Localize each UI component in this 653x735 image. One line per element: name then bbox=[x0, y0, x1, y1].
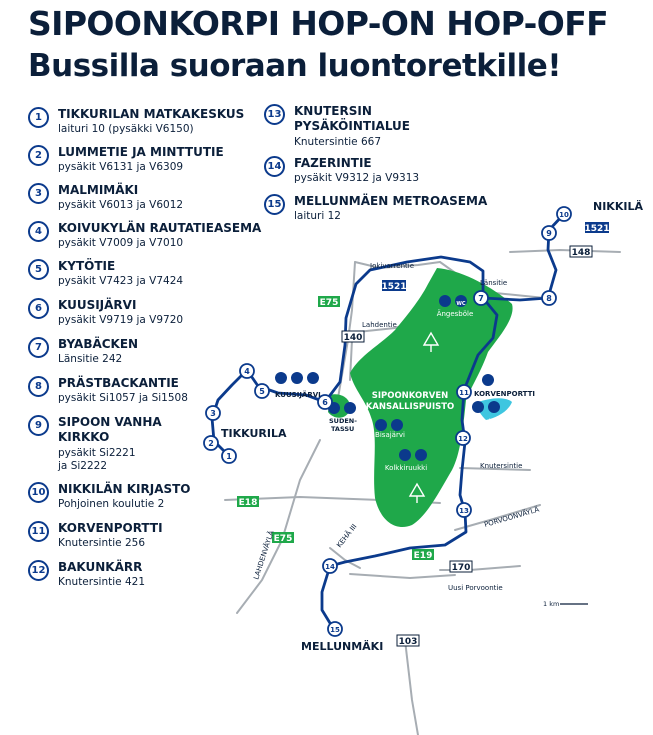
stop-name: KORVENPORTTI bbox=[58, 521, 163, 535]
stop-number: 12 bbox=[28, 560, 49, 581]
wc-label: WC bbox=[456, 301, 466, 307]
road-east-link bbox=[350, 574, 455, 578]
stop-detail: laituri 10 (pysäkki V6150) bbox=[58, 123, 194, 135]
park-name-line2: KANSALLISPUISTO bbox=[365, 402, 455, 412]
stop-name: PRÄSTBACKANTIE bbox=[58, 376, 179, 390]
label-lahdenvayla: LAHDENVÄYLÄ bbox=[252, 529, 276, 581]
stop-detail: pysäkit V7009 ja V7010 bbox=[58, 237, 184, 249]
stop-name: KNUTERSIN PYSÄKÖINTIALUE bbox=[294, 104, 410, 133]
stop-marker-label: 14 bbox=[325, 563, 335, 571]
shield-1521b: 1521 bbox=[584, 224, 610, 234]
wc-icon bbox=[488, 401, 500, 413]
shield-e19: E19 bbox=[413, 551, 433, 561]
stop-marker-label: 11 bbox=[459, 389, 469, 397]
stop-number: 1 bbox=[28, 107, 49, 128]
shield-e75b: E75 bbox=[273, 534, 293, 544]
stop-detail: pysäkit V9312 ja V9313 bbox=[294, 172, 420, 184]
stop-number: 15 bbox=[264, 194, 285, 215]
stop-marker-label: 6 bbox=[322, 398, 328, 407]
stop-marker-label: 5 bbox=[259, 387, 265, 396]
stop-detail: Knutersintie 421 bbox=[58, 576, 146, 588]
label-korvenportti: KORVENPORTTI bbox=[474, 390, 535, 398]
stop-number: 6 bbox=[28, 298, 49, 319]
page-title: SIPOONKORPI HOP-ON HOP-OFF bbox=[28, 4, 609, 43]
stop-number: 3 bbox=[28, 183, 49, 204]
label-fiskartrask: Fiskträsk bbox=[479, 418, 511, 426]
shield-140: 140 bbox=[343, 333, 363, 343]
stop-detail: ja Si2222 bbox=[58, 460, 107, 472]
label-uusi-porvoontie: Uusi Porvoontie bbox=[448, 584, 503, 592]
label-kolkkiruukki: Kolkkiruukki bbox=[384, 464, 428, 472]
shield-170: 170 bbox=[451, 563, 471, 573]
stop-name: BYABÄCKEN bbox=[58, 337, 139, 351]
stop-name: BAKUNKÄRR bbox=[58, 560, 143, 574]
stop-marker-label: 2 bbox=[208, 439, 214, 448]
stop-marker-label: 8 bbox=[546, 294, 552, 303]
campfire-icon bbox=[275, 372, 287, 384]
stop-name: MELLUNMÄEN METROASEMA bbox=[294, 194, 488, 208]
label-tikkurila: TIKKURILA bbox=[221, 427, 287, 440]
stop-detail: pysäkit V9719 ja V9720 bbox=[58, 314, 184, 326]
campfire-icon bbox=[472, 401, 484, 413]
label-lahdentie: Lahdentie bbox=[362, 321, 397, 329]
shield-e75a: E75 bbox=[319, 298, 339, 308]
stop-number: 8 bbox=[28, 376, 49, 397]
label-sudentassu-2: TASSU bbox=[331, 425, 355, 433]
stop-number: 13 bbox=[264, 104, 285, 125]
label-lansitie: Länsitie bbox=[480, 279, 508, 287]
stop-name: LUMMETIE JA MINTTUTIE bbox=[58, 145, 224, 159]
label-angesbole: Ängesböle bbox=[436, 310, 474, 318]
label-mellunmaki: MELLUNMÄKI bbox=[301, 640, 384, 653]
stop-detail: pysäkit V6013 ja V6012 bbox=[58, 199, 184, 211]
stop-name: FAZERINTIE bbox=[294, 156, 372, 170]
shield-148: 148 bbox=[571, 248, 591, 258]
stop-name: NIKKILÄN KIRJASTO bbox=[58, 482, 191, 496]
label-jokivarrentie: Jokivarrentie bbox=[370, 262, 414, 270]
stop-detail: Pohjoinen koulutie 2 bbox=[58, 498, 165, 510]
stop-marker-label: 9 bbox=[546, 229, 552, 238]
stop-name: MALMIMÄKI bbox=[58, 183, 139, 197]
stop-marker-label: 13 bbox=[459, 507, 469, 515]
stop-detail: Knutersintie 667 bbox=[294, 136, 382, 148]
stop-number: 14 bbox=[264, 156, 285, 177]
stop-number: 9 bbox=[28, 415, 49, 436]
stop-detail: pysäkit V6131 ja V6309 bbox=[58, 161, 184, 173]
scale-bar bbox=[543, 600, 588, 608]
road-148 bbox=[510, 250, 620, 252]
stop-name: KOIVUKYLÄN RAUTATIEASEMA bbox=[58, 221, 262, 235]
stop-number: 7 bbox=[28, 337, 49, 358]
stop-detail: pysäkit Si1057 ja Si1508 bbox=[58, 392, 188, 404]
label-nikkila: NIKKILÄ bbox=[593, 200, 643, 213]
stop-name: SIPOON VANHA KIRKKO bbox=[58, 415, 162, 444]
stop-marker-label: 7 bbox=[478, 294, 484, 303]
campfire-icon bbox=[307, 372, 319, 384]
stop-number: 10 bbox=[28, 482, 49, 503]
stop-marker-label: 12 bbox=[458, 435, 468, 443]
stop-number: 5 bbox=[28, 259, 49, 280]
shield-103: 103 bbox=[398, 637, 418, 647]
stop-number: 2 bbox=[28, 145, 49, 166]
stop-detail: pysäkit V7423 ja V7424 bbox=[58, 275, 184, 287]
building-icon bbox=[344, 402, 356, 414]
stop-detail: laituri 12 bbox=[294, 210, 341, 222]
shield-1521a: 1521 bbox=[381, 282, 407, 292]
campfire-icon bbox=[399, 449, 411, 461]
stop-detail: Knutersintie 256 bbox=[58, 537, 146, 549]
shield-e18: E18 bbox=[238, 498, 258, 508]
stop-marker-label: 3 bbox=[210, 409, 216, 418]
label-knutersintie: Knutersintie bbox=[480, 462, 523, 470]
page-subtitle: Bussilla suoraan luontoretkille! bbox=[28, 48, 561, 84]
stop-number: 4 bbox=[28, 221, 49, 242]
stop-name: KYTÖTIE bbox=[58, 259, 116, 273]
stop-marker-label: 10 bbox=[559, 211, 569, 219]
wc-icon bbox=[391, 419, 403, 431]
wc-icon bbox=[415, 449, 427, 461]
campfire-icon bbox=[439, 295, 451, 307]
label-porvoonvayla: PORVOONVÄYLÄ bbox=[483, 505, 541, 529]
tools-icon bbox=[291, 372, 303, 384]
road-lahdenvayla bbox=[237, 440, 320, 613]
label-kehä-iii: KEHÄ III bbox=[335, 522, 359, 550]
stop-number: 11 bbox=[28, 521, 49, 542]
stop-name: TIKKURILAN MATKAKESKUS bbox=[58, 107, 245, 121]
label-kuusijarvi: KUUSIJÄRVI bbox=[275, 391, 321, 399]
park-name-line1: SIPOONKORVEN bbox=[371, 391, 449, 401]
road-103 bbox=[405, 640, 418, 735]
scale-label: 1 km bbox=[543, 600, 560, 608]
label-bisajarvi: Bisajärvi bbox=[375, 431, 405, 439]
campfire-icon bbox=[375, 419, 387, 431]
tools-icon bbox=[482, 374, 494, 386]
label-sudentassu-1: SUDEN- bbox=[329, 417, 357, 425]
stop-name: KUUSIJÄRVI bbox=[58, 298, 137, 312]
stop-marker-label: 1 bbox=[226, 452, 232, 461]
stop-marker-label: 4 bbox=[244, 367, 250, 376]
stop-detail: Länsitie 242 bbox=[58, 353, 123, 365]
stop-marker-label: 15 bbox=[330, 626, 340, 634]
stop-detail: pysäkit Si2221 bbox=[58, 447, 136, 459]
